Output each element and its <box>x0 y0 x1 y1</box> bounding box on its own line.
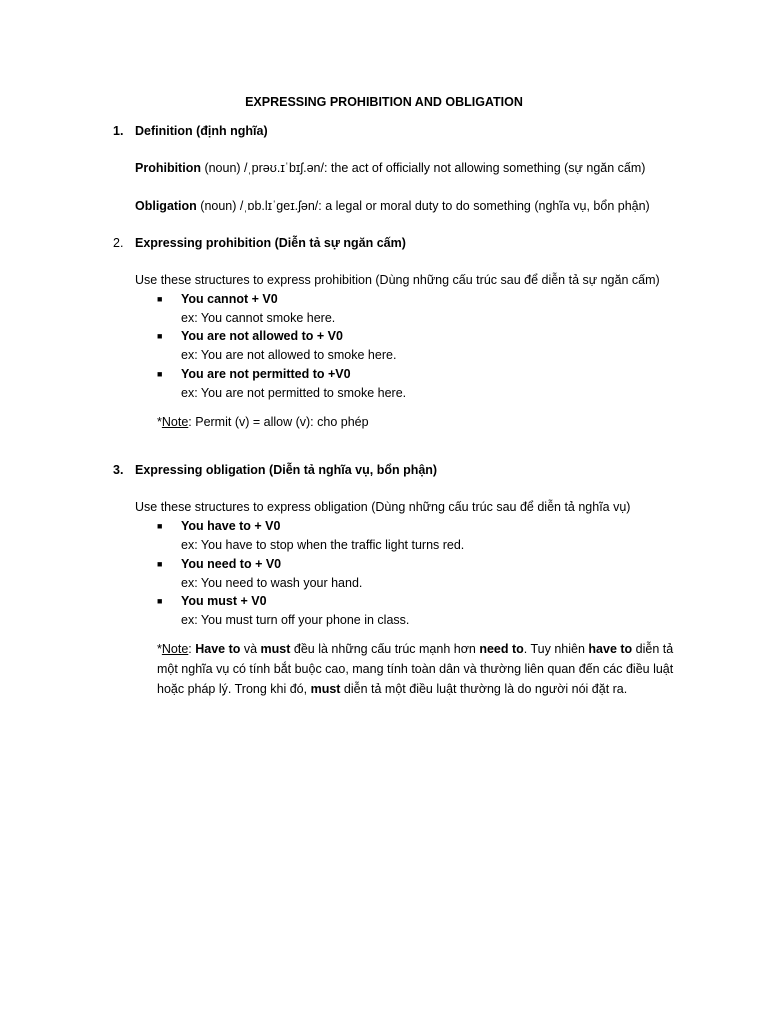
note-text: : Permit (v) = allow (v): cho phép <box>188 415 369 429</box>
structure-label: You have to + V0 <box>181 519 281 533</box>
example-text: ex: You have to stop when the traffic light turns red. <box>181 538 465 552</box>
note-text: : <box>188 642 196 656</box>
definition-term: Obligation <box>135 199 197 213</box>
section-2-number: 2. <box>113 236 124 250</box>
note-text: đều là những cấu trúc mạnh hơn <box>290 642 480 656</box>
note-text: . Tuy nhiên <box>523 642 589 656</box>
section-3-intro: Use these structures to express obligation (Dùng những cấu trúc sau để diễn tả nghĩa vụ) <box>135 500 631 514</box>
document-title: EXPRESSING PROHIBITION AND OBLIGATION <box>245 95 523 109</box>
note-bold: must <box>260 642 291 656</box>
example-text: ex: You must turn off your phone in class. <box>181 613 410 627</box>
bullet-icon: ■ <box>157 294 163 304</box>
section-2-heading: Expressing prohibition (Diễn tả sự ngăn cấm) <box>135 236 406 250</box>
bullet-icon: ■ <box>157 596 163 606</box>
note-star: * <box>157 642 162 656</box>
definition-text: (noun) /ˌɒb.lɪˈɡeɪ.ʃən/: a legal or moral duty to do something (nghĩa vụ, bổn phận) <box>196 199 650 213</box>
section-3-note <box>157 639 677 699</box>
note-label: Note <box>161 642 189 656</box>
structure-label: You need to + V0 <box>181 557 282 571</box>
note-text: và <box>240 642 261 656</box>
note-label: Note <box>161 415 189 429</box>
bullet-icon: ■ <box>157 521 163 531</box>
section-2-intro: Use these structures to express prohibition (Dùng những cấu trúc sau để diễn tả sự ngăn cấm) <box>135 273 660 287</box>
section-3-number: 3. <box>113 463 124 477</box>
structure-label: You must + V0 <box>181 594 267 608</box>
bullet-icon: ■ <box>157 559 163 569</box>
definition-text: (noun) /ˌprəʊ.ɪˈbɪʃ.ən/: the act of officially not allowing something (sự ngăn cấm) <box>200 161 646 175</box>
bullet-icon: ■ <box>157 331 163 341</box>
section-3-heading: Expressing obligation (Diễn tả nghĩa vụ, bổn phận) <box>135 463 438 477</box>
structure-label: You cannot + V0 <box>181 292 278 306</box>
definition-term: Prohibition <box>135 161 201 175</box>
note-text: diễn tả một điều luật thường là do người nói đặt ra. <box>340 682 628 696</box>
example-text: ex: You cannot smoke here. <box>181 311 336 325</box>
section-1-heading: Definition (định nghĩa) <box>135 124 268 138</box>
structure-label: You are not permitted to +V0 <box>181 367 351 381</box>
definition-prohibition <box>135 160 645 176</box>
section-2-note <box>157 414 369 430</box>
structure-label: You are not allowed to + V0 <box>181 329 343 343</box>
note-bold: must <box>310 682 341 696</box>
example-text: ex: You are not permitted to smoke here. <box>181 386 407 400</box>
section-1-number: 1. <box>113 124 124 138</box>
note-bold: have to <box>588 642 633 656</box>
note-text: diễn tả một nghĩa vụ có tính bắt buộc cao, mang tính toàn dân và thường liên quan đến các điều luật hoặc pháp lý. Trong khi đó, <box>157 642 674 696</box>
note-star: * <box>157 415 162 429</box>
example-text: ex: You need to wash your hand. <box>181 576 363 590</box>
definition-obligation <box>135 198 650 214</box>
bullet-icon: ■ <box>157 369 163 379</box>
example-text: ex: You are not allowed to smoke here. <box>181 348 397 362</box>
note-bold: need to <box>479 642 524 656</box>
note-bold: Have to <box>195 642 241 656</box>
